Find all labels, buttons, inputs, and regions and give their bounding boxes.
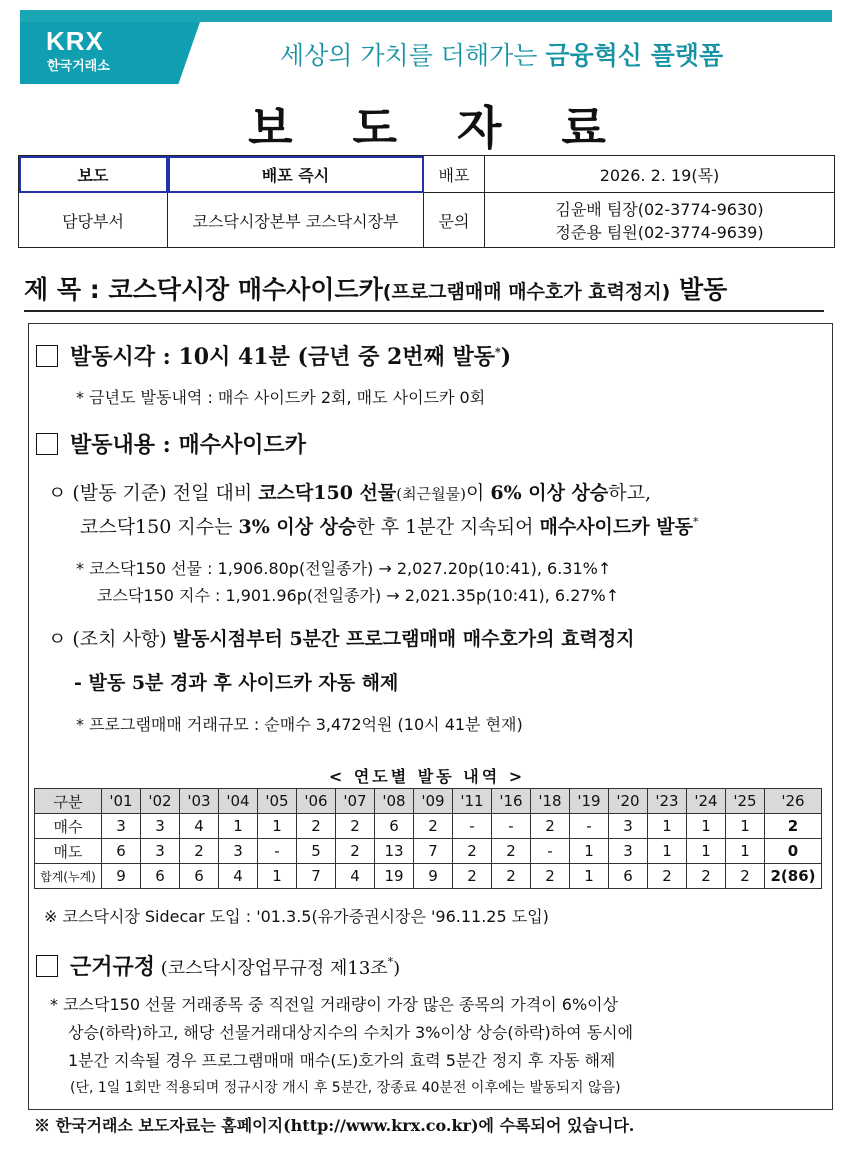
table-cell: 합계(누계) bbox=[35, 864, 102, 889]
table-cell: '18 bbox=[531, 789, 570, 814]
table-cell: 1 bbox=[258, 814, 297, 839]
table-cell: 구분 bbox=[35, 789, 102, 814]
table-cell: '24 bbox=[687, 789, 726, 814]
department-label: 담당부서 bbox=[19, 193, 168, 248]
table-cell: '04 bbox=[219, 789, 258, 814]
table-cell: 매도 bbox=[35, 839, 102, 864]
table-cell: 9 bbox=[102, 864, 141, 889]
table-cell: 2 bbox=[648, 864, 687, 889]
table-cell: 1 bbox=[648, 839, 687, 864]
futures-price-note: * 코스닥150 선물 : 1,906.80p(전일종가) → 2,027.20p(10:41), 6.31%↑ bbox=[76, 559, 612, 578]
section-content: 발동내용 : 매수사이드카 bbox=[36, 428, 306, 459]
table-cell: 2 bbox=[453, 839, 492, 864]
subject-line: 제 목 : 코스닥시장 매수사이드카(프로그램매매 매수호가 효력정지) 발동 bbox=[24, 270, 824, 312]
table-cell: 7 bbox=[414, 839, 453, 864]
table-cell: 1 bbox=[219, 814, 258, 839]
auto-release-line: - 발동 5분 경과 후 사이드카 자동 해제 bbox=[74, 672, 399, 694]
krx-logo-subtitle: 한국거래소 bbox=[47, 59, 110, 74]
table-cell: 6 bbox=[375, 814, 414, 839]
release-info-table bbox=[18, 155, 835, 248]
table-cell: 3 bbox=[219, 839, 258, 864]
contact-label: 문의 bbox=[424, 193, 485, 248]
table-cell: 3 bbox=[141, 814, 180, 839]
top-accent-bar bbox=[20, 10, 832, 22]
table-cell: 1 bbox=[687, 839, 726, 864]
table-cell: 6 bbox=[609, 864, 648, 889]
index-price-note: 코스닥150 지수 : 1,901.96p(전일종가) → 2,021.35p(10:41), 6.27%↑ bbox=[97, 586, 620, 605]
krx-logo: KRX bbox=[46, 26, 104, 56]
table-cell: '11 bbox=[453, 789, 492, 814]
table-cell: 6 bbox=[141, 864, 180, 889]
footer-note: ※ 한국거래소 보도자료는 홈페이지(http://www.krx.co.kr)에 수록되어 있습니다. bbox=[34, 1116, 635, 1135]
table-cell: '06 bbox=[297, 789, 336, 814]
history-table-caption: < 연도별 발동 내역 > bbox=[328, 767, 526, 786]
regulation-line3: 1분간 지속될 경우 프로그램매매 매수(도)호가의 효력 5분간 정지 후 자동 해제 bbox=[68, 1051, 616, 1070]
checkbox-square-icon bbox=[36, 433, 58, 455]
regulation-line1: * 코스닥150 선물 거래종목 중 직전일 거래량이 가장 많은 종목의 가격이 6%이상 bbox=[50, 995, 619, 1014]
table-cell: 13 bbox=[375, 839, 414, 864]
table-cell: 3 bbox=[102, 814, 141, 839]
table-cell: 2 bbox=[297, 814, 336, 839]
table-header-row bbox=[35, 789, 822, 814]
table-cell: 2 bbox=[180, 839, 219, 864]
table-cell: - bbox=[570, 814, 609, 839]
table-cell: '07 bbox=[336, 789, 375, 814]
table-cell: 2 bbox=[492, 839, 531, 864]
trigger-criteria-line1: ㅇ (발동 기준) 전일 대비 코스닥150 선물(최근월물)이 6% 이상 상승하고, bbox=[48, 482, 652, 504]
table-cell: 2 bbox=[531, 814, 570, 839]
table-cell: 19 bbox=[375, 864, 414, 889]
regulation-line2: 상승(하락)하고, 해당 선물거래대상지수의 수치가 3%이상 상승(하락)하여 동시에 bbox=[68, 1023, 634, 1042]
table-cell: 1 bbox=[648, 814, 687, 839]
table-cell: 2 bbox=[492, 864, 531, 889]
trigger-criteria-line2: 코스닥150 지수는 3% 이상 상승한 후 1분간 지속되어 매수사이드카 발동* bbox=[80, 515, 699, 538]
table-cell: 2 bbox=[726, 864, 765, 889]
table-cell: '01 bbox=[102, 789, 141, 814]
table-cell: 6 bbox=[102, 839, 141, 864]
table-cell: '03 bbox=[180, 789, 219, 814]
program-trading-note: * 프로그램매매 거래규모 : 순매수 3,472억원 (10시 41분 현재) bbox=[76, 715, 523, 734]
distribution-label: 배포 bbox=[424, 156, 485, 193]
table-cell: 9 bbox=[414, 864, 453, 889]
table-cell: - bbox=[492, 814, 531, 839]
sidecar-intro-note: ※ 코스닥시장 Sidecar 도입 : '01.3.5(유가증권시장은 '96.11.25 도입) bbox=[44, 907, 549, 926]
release-timing: 배포 즉시 bbox=[168, 156, 424, 193]
table-cell: 5 bbox=[297, 839, 336, 864]
history-table bbox=[34, 788, 822, 889]
table-cell: 3 bbox=[609, 839, 648, 864]
table-cell: 4 bbox=[336, 864, 375, 889]
section-timing: 발동시각 : 10시 41분 (금년 중 2번째 발동*) bbox=[36, 340, 511, 371]
table-cell: '09 bbox=[414, 789, 453, 814]
table-cell: '05 bbox=[258, 789, 297, 814]
table-cell: 2 bbox=[336, 839, 375, 864]
department-value: 코스닥시장본부 코스닥시장부 bbox=[168, 193, 424, 248]
table-row bbox=[35, 864, 822, 889]
table-row bbox=[35, 839, 822, 864]
table-cell: - bbox=[258, 839, 297, 864]
section-regulation: 근거규정 (코스닥시장업무규정 제13조*) bbox=[36, 950, 400, 981]
timing-note: * 금년도 발동내역 : 매수 사이드카 2회, 매도 사이드카 0회 bbox=[76, 388, 486, 407]
table-cell: 2 bbox=[765, 814, 822, 839]
table-cell: 2 bbox=[414, 814, 453, 839]
table-cell: 2(86) bbox=[765, 864, 822, 889]
table-cell: '25 bbox=[726, 789, 765, 814]
table-cell: - bbox=[453, 814, 492, 839]
table-cell: '08 bbox=[375, 789, 414, 814]
table-cell: '16 bbox=[492, 789, 531, 814]
table-cell: 3 bbox=[609, 814, 648, 839]
table-cell: '19 bbox=[570, 789, 609, 814]
table-cell: 0 bbox=[765, 839, 822, 864]
table-cell: '26 bbox=[765, 789, 822, 814]
table-cell: 3 bbox=[141, 839, 180, 864]
table-cell: 2 bbox=[531, 864, 570, 889]
table-cell: 1 bbox=[570, 839, 609, 864]
document-title: 보도자료 bbox=[248, 101, 666, 155]
table-cell: 2 bbox=[453, 864, 492, 889]
table-cell: 1 bbox=[570, 864, 609, 889]
checkbox-square-icon bbox=[36, 345, 58, 367]
table-cell: 1 bbox=[726, 839, 765, 864]
table-cell: 1 bbox=[726, 814, 765, 839]
table-cell: 4 bbox=[180, 814, 219, 839]
table-cell: 2 bbox=[687, 864, 726, 889]
measure-line: ㅇ (조치 사항) 발동시점부터 5분간 프로그램매매 매수호가의 효력정지 bbox=[48, 628, 635, 650]
regulation-line4: (단, 1일 1회만 적용되며 정규시장 개시 후 5분간, 장종료 40분전 이후에는 발동되지 않음) bbox=[70, 1080, 621, 1096]
table-cell: 4 bbox=[219, 864, 258, 889]
table-cell: 매수 bbox=[35, 814, 102, 839]
table-cell: 7 bbox=[297, 864, 336, 889]
checkbox-square-icon bbox=[36, 955, 58, 977]
table-cell: '20 bbox=[609, 789, 648, 814]
table-cell: '23 bbox=[648, 789, 687, 814]
table-cell: - bbox=[531, 839, 570, 864]
table-cell: 1 bbox=[258, 864, 297, 889]
slogan: 세상의 가치를 더해가는 금융혁신 플랫폼 bbox=[280, 41, 724, 70]
table-cell: '02 bbox=[141, 789, 180, 814]
release-type-label: 보도 bbox=[19, 156, 168, 193]
table-row bbox=[35, 814, 822, 839]
table-cell: 1 bbox=[687, 814, 726, 839]
table-cell: 2 bbox=[336, 814, 375, 839]
contact-value: 김윤배 팀장(02-3774-9630) 정준용 팀원(02-3774-9639) bbox=[485, 193, 835, 248]
table-cell: 6 bbox=[180, 864, 219, 889]
release-date: 2026. 2. 19(목) bbox=[485, 156, 835, 193]
